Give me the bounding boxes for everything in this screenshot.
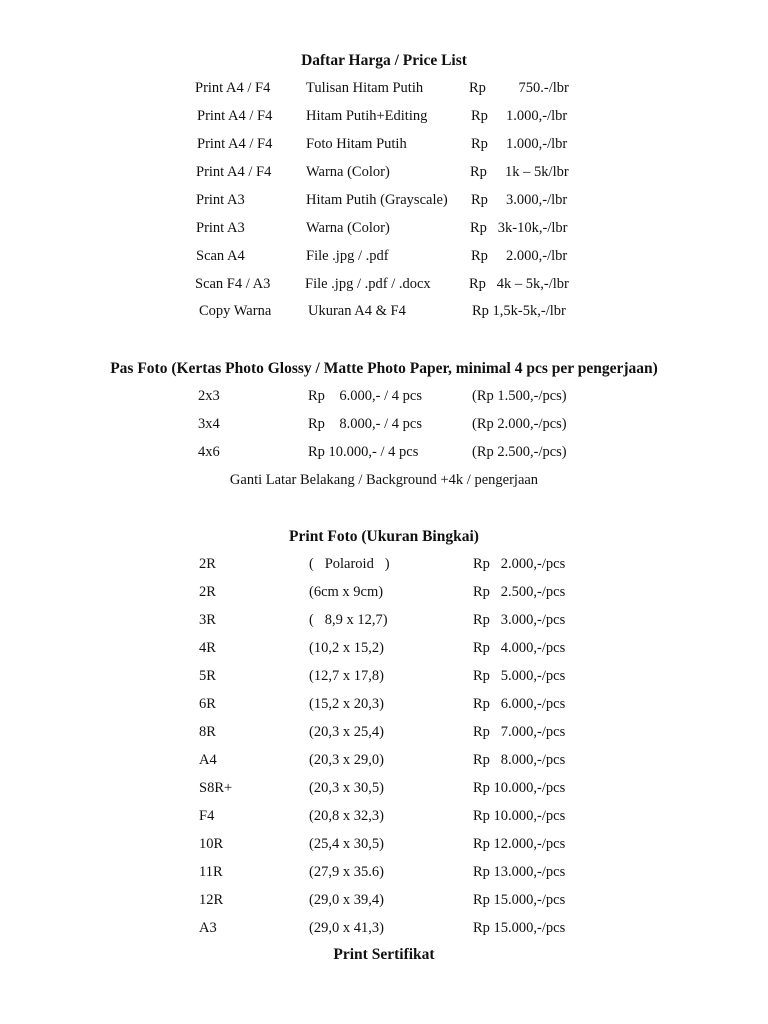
price-row-price: Rp 1.000,-/lbr xyxy=(471,108,568,124)
print-foto-dim: (29,0 x 39,4) xyxy=(309,892,384,908)
print-foto-dim: (20,8 x 32,3) xyxy=(309,808,384,824)
print-foto-row xyxy=(0,640,768,660)
price-row-desc: File .jpg / .pdf / .docx xyxy=(305,276,431,292)
pas-foto-title: Pas Foto (Kertas Photo Glossy / Matte Photo Paper, minimal 4 pcs per pengerjaan) xyxy=(110,360,658,377)
print-foto-row xyxy=(0,892,768,912)
price-row-desc: Hitam Putih+Editing xyxy=(306,108,428,124)
print-foto-price: Rp 3.000,-/pcs xyxy=(473,612,566,628)
print-foto-size: S8R+ xyxy=(199,780,233,796)
price-row-desc: Foto Hitam Putih xyxy=(306,136,407,152)
print-foto-size: 4R xyxy=(199,640,216,656)
print-foto-row xyxy=(0,752,768,772)
print-foto-price: Rp 13.000,-/pcs xyxy=(473,864,566,880)
price-row xyxy=(0,108,768,128)
pas-foto-size: 3x4 xyxy=(198,416,220,432)
price-row-item: Print A3 xyxy=(196,192,245,208)
price-row xyxy=(0,80,768,100)
print-foto-dim: (29,0 x 41,3) xyxy=(309,920,384,936)
price-row-item: Print A3 xyxy=(196,220,245,236)
print-foto-price: Rp 4.000,-/pcs xyxy=(473,640,566,656)
print-foto-dim: (20,3 x 29,0) xyxy=(309,752,384,768)
print-foto-row xyxy=(0,724,768,744)
print-foto-size: A4 xyxy=(199,752,217,768)
print-foto-dim: (25,4 x 30,5) xyxy=(309,836,384,852)
print-foto-row xyxy=(0,836,768,856)
price-row xyxy=(0,276,768,296)
print-foto-dim: (6cm x 9cm) xyxy=(309,584,384,600)
print-foto-dim: (15,2 x 20,3) xyxy=(309,696,384,712)
print-foto-price: Rp 10.000,-/pcs xyxy=(473,780,566,796)
print-foto-price: Rp 10.000,-/pcs xyxy=(473,808,566,824)
price-row-desc: Warna (Color) xyxy=(306,164,390,180)
price-row-price: Rp 1k – 5k/lbr xyxy=(470,164,569,180)
print-foto-size: 10R xyxy=(199,836,224,852)
print-foto-size: 12R xyxy=(199,892,224,908)
price-row-price: Rp 1.000,-/lbr xyxy=(471,136,568,152)
pas-foto-size: 4x6 xyxy=(198,444,220,460)
pas-foto-price: Rp 10.000,- / 4 pcs xyxy=(308,444,419,460)
price-row-item: Print A4 / F4 xyxy=(197,108,273,124)
price-row-price: Rp 2.000,-/lbr xyxy=(471,248,568,264)
print-foto-price: Rp 7.000,-/pcs xyxy=(473,724,566,740)
print-foto-dim: (10,2 x 15,2) xyxy=(309,640,384,656)
pas-foto-row xyxy=(0,388,768,408)
print-foto-size: 2R xyxy=(199,584,216,600)
print-foto-size: 2R xyxy=(199,556,216,572)
price-row-desc: Tulisan Hitam Putih xyxy=(306,80,424,96)
print-foto-dim: ( Polaroid ) xyxy=(309,556,390,572)
price-row-item: Copy Warna xyxy=(199,303,272,319)
print-foto-title: Print Foto (Ukuran Bingkai) xyxy=(289,528,479,545)
print-foto-size: 6R xyxy=(199,696,216,712)
pas-foto-per-pcs: (Rp 2.000,-/pcs) xyxy=(472,416,567,432)
pas-foto-per-pcs: (Rp 1.500,-/pcs) xyxy=(472,388,567,404)
price-list-title: Daftar Harga / Price List xyxy=(301,52,467,69)
price-row-desc: Warna (Color) xyxy=(306,220,390,236)
print-foto-size: A3 xyxy=(199,920,217,936)
print-foto-size: F4 xyxy=(199,808,215,824)
print-foto-price: Rp 12.000,-/pcs xyxy=(473,836,566,852)
price-row-item: Scan A4 xyxy=(196,248,245,264)
price-row-desc: File .jpg / .pdf xyxy=(306,248,389,264)
print-foto-row xyxy=(0,864,768,884)
print-foto-row xyxy=(0,556,768,576)
price-row-item: Scan F4 / A3 xyxy=(195,276,271,292)
print-foto-row xyxy=(0,920,768,940)
price-row-item: Print A4 / F4 xyxy=(195,80,271,96)
print-foto-row xyxy=(0,696,768,716)
price-row-desc: Hitam Putih (Grayscale) xyxy=(306,192,448,208)
print-foto-price: Rp 2.000,-/pcs xyxy=(473,556,566,572)
price-row-price: Rp 4k – 5k,-/lbr xyxy=(469,276,569,292)
price-row-price: Rp 1,5k-5k,-/lbr xyxy=(472,303,566,319)
price-row xyxy=(0,248,768,268)
print-foto-row xyxy=(0,612,768,632)
price-row-price: Rp 3k-10k,-/lbr xyxy=(470,220,568,236)
print-foto-price: Rp 5.000,-/pcs xyxy=(473,668,566,684)
print-foto-size: 8R xyxy=(199,724,216,740)
price-row-price: Rp 750.-/lbr xyxy=(469,80,569,96)
price-row xyxy=(0,303,768,323)
pas-foto-price: Rp 6.000,- / 4 pcs xyxy=(308,388,422,404)
price-row xyxy=(0,164,768,184)
print-foto-dim: (20,3 x 25,4) xyxy=(309,724,384,740)
print-foto-row xyxy=(0,668,768,688)
price-row xyxy=(0,220,768,240)
pas-foto-row xyxy=(0,444,768,464)
price-row-desc: Ukuran A4 & F4 xyxy=(308,303,406,319)
pas-foto-size: 2x3 xyxy=(198,388,220,404)
print-foto-size: 3R xyxy=(199,612,216,628)
pas-foto-per-pcs: (Rp 2.500,-/pcs) xyxy=(472,444,567,460)
print-foto-price: Rp 15.000,-/pcs xyxy=(473,920,566,936)
print-foto-price: Rp 2.500,-/pcs xyxy=(473,584,566,600)
pas-foto-note: Ganti Latar Belakang / Background +4k / pengerjaan xyxy=(229,472,539,488)
price-row xyxy=(0,136,768,156)
print-foto-dim: (27,9 x 35.6) xyxy=(309,864,384,880)
print-foto-row xyxy=(0,808,768,828)
print-foto-row xyxy=(0,584,768,604)
print-foto-size: 11R xyxy=(199,864,223,880)
print-foto-dim: (12,7 x 17,8) xyxy=(309,668,384,684)
print-foto-price: Rp 15.000,-/pcs xyxy=(473,892,566,908)
print-foto-price: Rp 6.000,-/pcs xyxy=(473,696,566,712)
price-row-item: Print A4 / F4 xyxy=(196,164,272,180)
print-foto-size: 5R xyxy=(199,668,216,684)
pas-foto-row xyxy=(0,416,768,436)
print-foto-dim: ( 8,9 x 12,7) xyxy=(309,612,388,628)
price-row xyxy=(0,192,768,212)
price-row-item: Print A4 / F4 xyxy=(197,136,273,152)
pas-foto-price: Rp 8.000,- / 4 pcs xyxy=(308,416,422,432)
price-row-price: Rp 3.000,-/lbr xyxy=(471,192,568,208)
print-sertifikat-title: Print Sertifikat xyxy=(333,946,435,963)
print-foto-row xyxy=(0,780,768,800)
print-foto-dim: (20,3 x 30,5) xyxy=(309,780,384,796)
print-foto-price: Rp 8.000,-/pcs xyxy=(473,752,566,768)
